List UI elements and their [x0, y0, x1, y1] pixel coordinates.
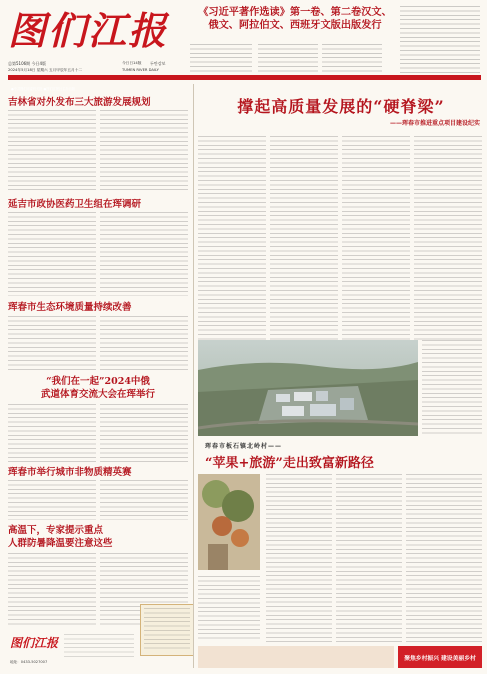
article-tourism-title: 吉林省对外发布三大旅游发展规划 [8, 97, 151, 108]
article-tourism-body [8, 110, 96, 192]
article-competition-body-2 [100, 480, 188, 520]
article-wushu-title-line1: “我们在一起”2024中俄 [46, 376, 150, 387]
lead-story-title: 撑起高质量发展的“硬脊梁” [237, 97, 445, 116]
article-heat-title-line1: 高温下，专家提示重点 [8, 525, 104, 536]
masthead-title: 图们江报 [8, 8, 169, 53]
article-health-body [8, 212, 96, 296]
lead-story-col3 [342, 136, 410, 340]
article-heat-title [8, 524, 158, 550]
article-tourism-body-2 [100, 110, 188, 192]
lead-story-col2 [270, 136, 338, 340]
column-divider [193, 84, 194, 668]
masthead-korean: 두만강보 [150, 61, 166, 66]
top-story-title [195, 6, 395, 32]
aerial-photo [198, 340, 418, 436]
article-wushu-body [8, 404, 96, 464]
commentary-box [140, 604, 194, 656]
article-heat-title-line2: 人群防暑降温要注意这些 [8, 538, 113, 549]
article-ecology-body-2 [100, 316, 188, 372]
masthead-paper-code: 今日日14版 [122, 61, 142, 65]
feature-kicker: 珲春市板石镇北岭村—— [205, 443, 283, 450]
article-health-title: 延吉市政协医药卫生组在珲调研 [8, 199, 142, 210]
masthead-en-name: TUMEN RIVER DAILY [122, 68, 159, 72]
article-wushu-title-line2: 武道体育交流大会在珲举行 [40, 389, 155, 400]
apple-photo [198, 474, 260, 570]
promo-banner-text: 聚焦乡村振兴 建设美丽乡村 [404, 655, 476, 662]
feature-body-col3 [406, 474, 482, 642]
top-story-title-line1: 《习近平著作选读》第一卷、第二卷汉文、 [198, 6, 392, 18]
masthead-date: 2024年5月18日 星期六 五月甲辰年五月十二 [8, 68, 83, 72]
apple-photo-image [198, 474, 260, 570]
article-competition-title: 珲春市举行城市非物质精英赛 [8, 467, 132, 478]
article-wushu-title [8, 375, 188, 401]
top-story-lede [190, 44, 252, 74]
article-health-body-2 [100, 212, 188, 296]
lead-story-subtitle: ——珲春市推进重点项目建设纪实 [389, 120, 480, 127]
footer-contact: 地址：0433-5027007 [10, 660, 48, 664]
feature-body-col2 [336, 474, 402, 642]
footer-info [64, 634, 134, 658]
aerial-photo-image [198, 340, 418, 436]
top-story-title-line2: 俄文、阿拉伯文、西班牙文版出版发行 [208, 19, 382, 31]
feature-title: “苹果+旅游”走出致富新路径 [205, 456, 374, 471]
lead-story-col4-lower [422, 340, 482, 436]
promo-line [198, 646, 394, 668]
article-wushu-body-2 [100, 404, 188, 464]
commentary-text [144, 608, 190, 652]
article-ecology-title: 珲春市生态环境质量持续改善 [8, 302, 132, 313]
footer-logo: 图们江报 [10, 636, 59, 650]
masthead-banner-strip: ●中共图们市委机关报 ●图们江报社主办出版 [8, 75, 481, 80]
feature-body-col1 [266, 474, 332, 642]
masthead-issue: 总第5106期 今日4版 [8, 61, 46, 66]
article-ecology-body [8, 316, 96, 372]
article-heat-body [8, 553, 96, 628]
top-story-body-col3 [400, 6, 480, 74]
article-competition-body [8, 480, 96, 520]
lead-story-col1 [198, 136, 266, 340]
feature-body-col0 [198, 576, 260, 642]
lead-story-col4 [414, 136, 482, 340]
promo-banner [398, 646, 482, 668]
top-story-body-col1 [258, 44, 318, 74]
top-story-body-col2 [322, 44, 382, 74]
